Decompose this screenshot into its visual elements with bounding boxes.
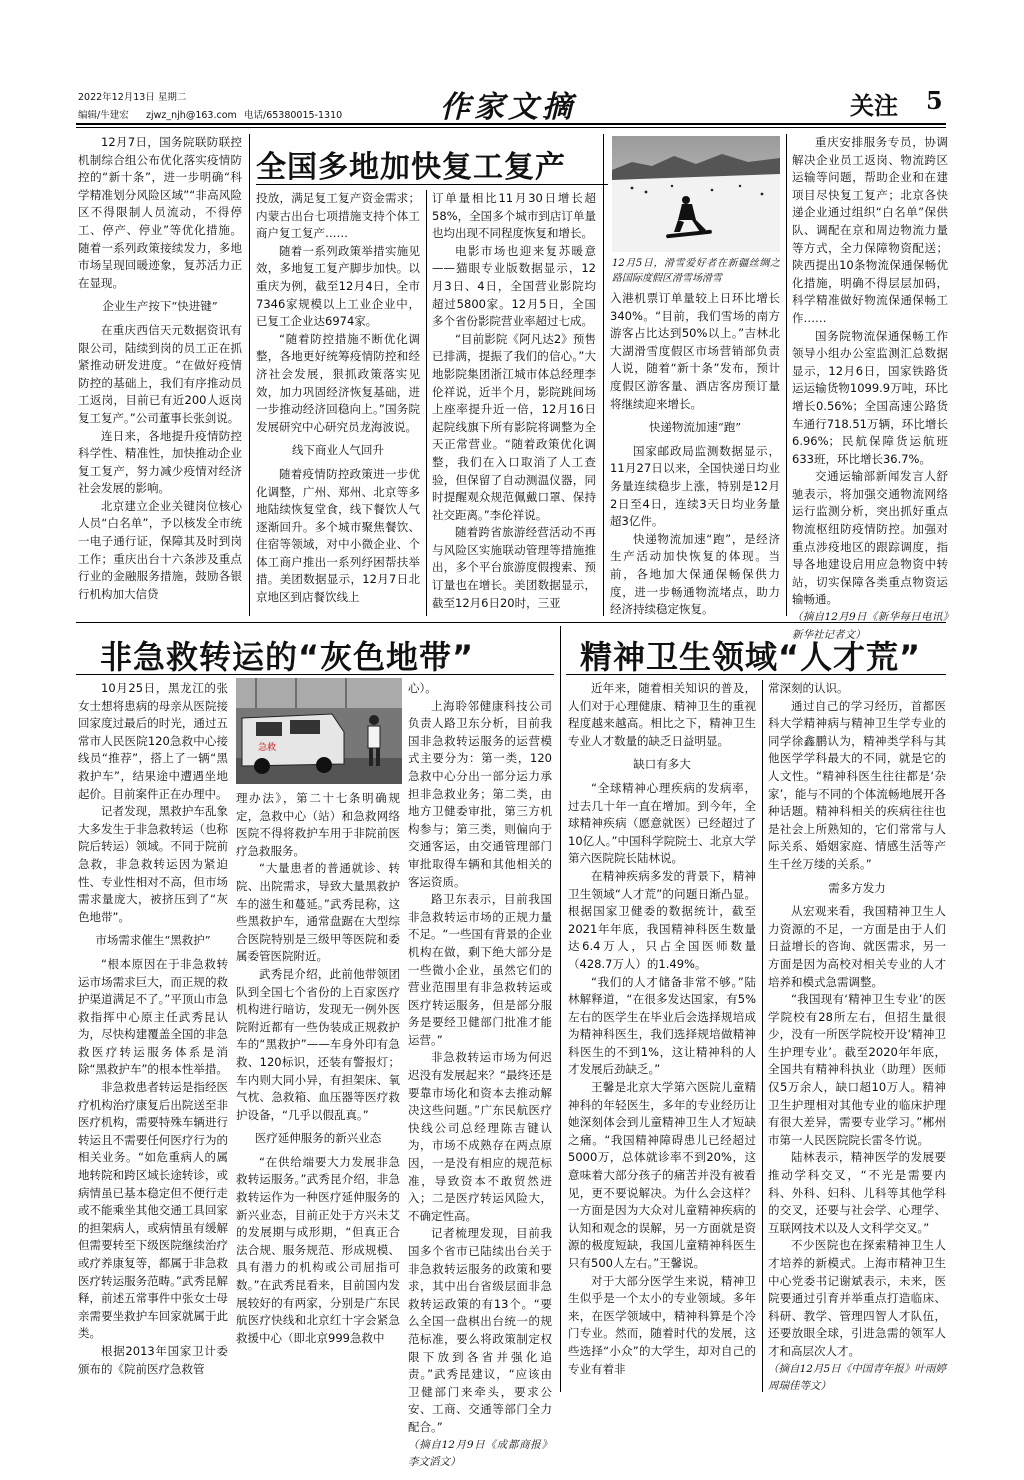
paragraph: 电影市场也迎来复苏暖意——猫眼专业版数据显示，12月3日、4日，全国营业影院均超过5800家。12月5日，全国多个省份影院营业率超过七成。 [432, 243, 596, 329]
article3-col2 [768, 680, 946, 1392]
headline-underline [256, 184, 608, 185]
page-number: 5 [926, 86, 943, 115]
paragraph: 不少医院也在探索精神卫生人才培养的新模式。上海市精神卫生中心党委书记谢斌表示，未来，医院要通过引育并举重点打造临床、科研、教学、管理四智人才队伍，还要放眼全球，引进急需的领军人才和高层次人才。 [768, 1238, 946, 1358]
editor-credit: 编辑/牛建宏 [78, 110, 129, 121]
article1-col5 [792, 134, 948, 641]
article3-headline: 精神卫生领域“人才荒” [580, 638, 922, 676]
subheading: 线下商业人气回升 [292, 443, 384, 458]
subheading: 缺口有多大 [633, 757, 691, 772]
article-divider [560, 626, 561, 1392]
article1-col4 [610, 290, 780, 616]
source-credit: （摘自12月5日《中国青年报》叶雨婷 周瑞佳等文） [768, 1362, 946, 1393]
paragraph: 陆林表示，精神医学的发展要推动学科交叉，“不光是需要内科、外科、妇科、儿科等其他学科的交叉，还要与社会学、心理学、互联网技术以及人文科学交叉。” [768, 1150, 946, 1235]
article1-headline: 全国多地加快复工复产 [256, 150, 566, 185]
masthead-rule-thin [76, 127, 946, 128]
section-name: 关注 [850, 92, 898, 120]
photo-caption: 12月5日，滑雪爱好者在新疆丝绸之路国际度假区滑雪场滑雪 [612, 258, 780, 284]
paragraph: 上海聆邻健康科技公司负责人路卫东分析，目前我国非急救转运服务的运营模式主要分为：第一类，120急救中心分出一部分运力承担非急救业务；第二类，由地方卫健委审批，第三方机构参与；第三类，则偏向于交通客运，由交通管理部门审批取得车辆和其他相关的客运资质。 [408, 698, 552, 889]
paragraph: 心）。 [408, 681, 437, 695]
article2-headline: 非急救转运的“灰色地带” [100, 638, 475, 676]
editor-phone: 电话/65380015-1310 [244, 110, 343, 121]
paragraph: 常深刻的认识。 [768, 681, 849, 695]
paragraph: “在供给端要大力发展非急救转运服务。”武秀昆介绍，非急救转运作为一种医疗延伸服务的新兴业态，目前正处于方兴未艾的发展期与成形期，“但真正合法合规、服务规范、形成规模、具有潜力的机构或公司屈指可数。”在武秀昆看来，目前国内发展较好的有两家，分别是广东民航医疗快线和北京红十字会紧急救援中心（即北京999急救中 [236, 1154, 400, 1345]
paragraph: 国家邮政局监测数据显示，11月27日以来，全国快递日均业务量连续稳步上涨，特别是12月2日至4日，连续3天日均业务量超3亿件。 [610, 443, 780, 529]
article2-col1 [78, 680, 228, 1392]
paragraph: 武秀昆介绍，此前他带领团队到全国七个省份的上百家医疗机构进行暗访，发现无一例外医院附近都有一些伪装成正规救护车的“黑救护”——车身外印有急救、120标识，还装有警报灯；车内则大同小异，有担架床、氧气枕、急救箱、血压器等医疗救护设备，“几乎以假乱真。” [236, 966, 400, 1122]
headline-underline [76, 674, 554, 675]
headline-underline [566, 674, 946, 675]
paragraph: 国务院物流保通保畅工作领导小组办公室监测汇总数据显示，12月6日，国家铁路货运运输货物1099.9万吨，环比增长0.56%；全国高速公路货车通行718.51万辆，环比增长6.96%；民航保障货运航班633班，环比增长36.7%。 [792, 328, 948, 466]
column-divider [603, 134, 604, 616]
paragraph: 12月7日，国务院联防联控机制综合组公布优化落实疫情防控的“新十条”，进一步明确“科学精准划分风险区域”“非高风险区不得限制人员流动，不得停工、停产、停业”等优化措施。随着一系列政策接续发力，多地市场呈现回暖迹象，复苏活力正在显现。 [78, 135, 242, 290]
paragraph: “大量患者的普通就诊、转院、出院需求，导致大量黑救护车的滋生和蔓延。”武秀昆称，这些黑救护车，通常盘踞在大型综合医院特别是三级甲等医院和委属委管医院附近。 [236, 861, 400, 964]
paragraph: “目前影院《阿凡达2》预售已排满，提振了我们的信心。”大地影院集团浙江城市体总经理李伦祥说，近半个月，影院跳间场上座率提升近一倍，12月16日起院线旗下所有影院将调整为全天正常营业。“随着政策优化调整，我们在入口取消了人工查验，但保留了自动测温仪器，同时提醒观众规范佩戴口罩、保持社交距离。”李伦祥说。 [432, 331, 596, 522]
masthead-rule [76, 123, 946, 125]
paragraph: 10月25日，黑龙江的张女士想将患病的母亲从医院接回家度过最后的时光，通过五常市人民医院120急救中心接线员“推荐”，搭上了一辆“黑救护车”，结果途中遭遇坐地起价。目前案件正在办理中。 [78, 681, 228, 801]
ambulance-van [242, 714, 344, 774]
paragraph: 理办法》，第二十七条明确规定，急救中心（站）和急救网络医院不得将救护车用于非院前医疗急救服务。 [236, 791, 400, 858]
paragraph: 重庆安排服务专员，协调解决企业员工返岗、物流跨区运输等问题，帮助企业和在建项目尽快复工复产；北京各快递企业通过组织“白名单”保供队、调配在京和周边物流力量等方式，全力保障物资配送；陕西提出10条物流保通保畅优化措施，明确不得层层加码，科学精准做好物流保通保畅工作…… [792, 135, 948, 325]
ambulance-photo-graphic [236, 678, 402, 784]
paragraph: 记者发现，黑救护车乱象大多发生于非急救转运（也称院后转运）领域。不同于院前急救，非急救转运因为紧迫性、专业性相对不高，但市场需求量庞大，被挤压到了“灰色地带”。 [78, 804, 228, 924]
subheading: 医疗延伸服务的新兴业态 [254, 1131, 382, 1146]
section-rule [76, 622, 946, 623]
subheading: 需多方发力 [828, 880, 886, 895]
paragraph: “我国现有‘精神卫生专业’的医学院校有28所左右，但招生量很少，没有一所医学院校开设‘精神卫生护理专业’。截至2020年年底，全国共有精神科执业（助理）医师仅5万余人，缺口超10万人。精神卫生护理相对其他专业的临床护理有很大差异，需要专业学习。”郴州市第一人民医院院长雷冬竹说。 [768, 992, 946, 1147]
source-credit: （摘自12月9日《成都商报》李文滔文） [408, 1438, 552, 1469]
article2-col2 [236, 790, 400, 1392]
skiing-photo [612, 136, 780, 252]
paper-logo: 作家文摘 [440, 90, 576, 125]
paragraph: 对于大部分医学生来说，精神卫生似乎是一个太小的专业领域。多年来，在医学领域中，精神科算是个冷门专业。然而，随着时代的发展，这些选择“小众”的大学生，却对自己的专业有着非 [568, 1273, 756, 1376]
paragraph: 北京建立企业关键岗位核心人员“白名单”，予以核发全市统一电子通行证，保障其及时到岗工作；重庆出台十六条涉及重点行业的金融服务措施，鼓励各银行机构加大信贷 [78, 498, 242, 601]
paragraph: 订单量相比11月30日增长超58%，全国多个城市到店订单量也均出现不同程度恢复和增长。 [432, 191, 596, 241]
column-divider [762, 680, 763, 1392]
article1-col1 [78, 134, 242, 616]
paragraph: “我们的人才储备非常不够。”陆林解释道，“在很多发达国家，有5%左右的医学生在毕业后会选择规培成为精神科医生，我们选择规培做精神科医生的不到1%，这让精神科的人才发展后劲缺乏。” [568, 974, 756, 1077]
editor-email: zjwz_njh@163.com [146, 110, 237, 121]
paragraph: 连日来，各地提升疫情防控科学性、精准性，加快推动企业复工复产，努力减少疫情对经济社会发展的影响。 [78, 428, 242, 496]
subheading: 市场需求催生“黑救护” [95, 933, 211, 948]
paragraph: 王馨是北京大学第六医院儿童精神科的年轻医生，多年的专业经历让她深刻体会到儿童精神卫生人才短缺之痛。“我国精神障碍患儿已经超过5000万，总体就诊率不到20%，这意味着大部分孩子的痛苦并没有被看见，更不要说解决。为什么会这样？一方面是因为大众对儿童精神疾病的认知和观念的误解，另一方面就是资源的极度短缺，我国儿童精神科医生只有500人左右。”王馨说。 [568, 1080, 756, 1270]
column-divider [249, 134, 250, 616]
paragraph: 交通运输部新闻发言人舒驰表示，将加强交通物流网络运行监测分析，突出抓好重点物流枢纽防疫情防控。加强对重点涉疫地区的跟踪调度，指导各地建设启用应急物资中转站，切实保障各类重点物资运输畅通。 [792, 469, 948, 607]
subheading: 企业生产按下“快进键” [102, 299, 218, 314]
paragraph: 随着一系列政策举措实施见效，多地复工复产脚步加快。以重庆为例，截至12月4日，全市7346家规模以上工业企业中，已复工企业达6974家。 [256, 243, 420, 329]
paragraph: 通过自己的学习经历，首都医科大学精神病与精神卫生学专业的同学徐鑫鹏认为，精神类学科与其他医学学科最大的不同，就是它的人文性。“精神科医生往往都是‘杂家’，能与不同的个体流畅地展开各种话题。精神科相关的疾病往往也是社会上所熟知的，它们常常与人际关系、婚姻家庭、情感生活等产生千丝万缕的关系。” [768, 698, 946, 871]
paragraph: “随着防控措施不断优化调整，各地更好统筹疫情防控和经济社会发展，狠抓政策落实见效，加力巩固经济恢复基础，进一步推动经济回稳向上。”国务院发展研究中心研究员龙海波说。 [256, 331, 420, 434]
paragraph: 非急救转运市场为何迟迟没有发展起来？“最终还是要靠市场化和资本去推动解决这些问题。”广东民航医疗快线公司总经理陈吉键认为，市场不成熟存在两点原因，一是没有相应的规范标准，导致资本不敢贸然进入；二是医疗转运风险大，不确定性高。 [408, 1050, 552, 1223]
paragraph: “全球精神心理疾病的发病率，过去几十年一直在增加。到今年，全球精神疾病（愿意就医）已经超过了10亿人。”中国科学院院士、北京大学第六医院院长陆林说。 [568, 780, 756, 866]
article3-col1 [568, 680, 756, 1392]
paragraph: 近年来，随着相关知识的普及，人们对于心理健康、精神卫生的重视程度越来越高。相比之下，精神卫生专业人才数量的缺乏日益明显。 [568, 681, 756, 748]
paragraph: 从宏观来看，我国精神卫生人力资源的不足，一方面是由于人们日益增长的咨询、就医需求，另一方面是因为高校对相关专业的人才培养和模式急需调整。 [768, 904, 946, 989]
paragraph: 快递物流加速“跑”，是经济生产活动加快恢复的体现。当前，各地加大保通保畅保供力度，进一步畅通物流堵点，助力经济持续稳定恢复。 [610, 531, 780, 617]
paragraph: 非急救患者转运是指经医疗机构治疗康复后出院送至非医疗机构，需要特殊车辆进行转运且不需要任何医疗行为的相关业务。“如危重病人的属地转院和跨区域长途转诊，或病情虽已基本稳定但不便行走或不能乘坐其他交通工具回家的担架病人，或病情虽有缓解但需要转至下级医院继续治疗或疗养康复等，都属于非急救医疗转运服务范畴。”武秀昆解释，前述五常事件中张女士母亲需要坐救护车回家就属于此类。 [78, 1080, 228, 1341]
paragraph: 随着疫情防控政策进一步优化调整，广州、郑州、北京等多地陆续恢复堂食，线下餐饮人气逐渐回升。多个城市聚焦餐饮、住宿等领域，对中小微企业、个体工商户推出一系列纾困帮扶举措。美团数据显示，12月7日北京地区到店餐饮线上 [256, 466, 420, 605]
subheading: 快递物流加速“跑” [648, 420, 742, 435]
paragraph: 随着跨省旅游经营活动不再与风险区实施联动管理等措施推出，多个平台旅游度假搜索、预订量也在增长。美团数据显示，截至12月6日20时，三亚 [432, 525, 596, 610]
issue-date: 2022年12月13日 星期二 [78, 92, 187, 103]
column-divider [426, 190, 427, 616]
svg-text:急救: 急救 [258, 743, 277, 753]
paragraph: 根据2013年国家卫计委颁布的《院前医疗急救管 [78, 1343, 228, 1376]
column-divider [786, 134, 787, 616]
paragraph: 路卫东表示，目前我国非急救转运市场的正规力量不足。“一些国有背景的企业机构在做，剩下绝大部分是一些微小企业，虽然它们的营业范围里有非急救转运或医疗转运服务，但是部分服务是要经卫健部门批准才能运营。” [408, 892, 552, 1047]
article2-col3 [408, 680, 552, 1469]
ambulance-photo [236, 678, 402, 784]
paragraph: 记者梳理发现，目前我国多个省市已陆续出台关于非急救转运服务的政策和要求，其中出台省级层面非急救转运政策的有13个。“要么全国一盘棋出台统一的规范标准，要么将政策制定权限下放到各省并强化追责。”武秀昆建议，“应该由卫健部门来牵头，要求公安、工商、交通等部门全力配合。” [408, 1226, 552, 1434]
article1-col2 [256, 190, 420, 616]
paragraph: 在精神疾病多发的背景下，精神卫生领域“人才荒”的问题日渐凸显。根据国家卫健委的数据统计，截至2021年年底，我国精神科医生数量达6.4万人，只占全国医师数量（428.7万人）的1.49%。 [568, 868, 756, 971]
paragraph: “根本原因在于非急救转运市场需求巨大，而正规的救护渠道满足不了。”平顶山市急救指挥中心原主任武秀昆认为，尽快构建覆盖全国的非急救医疗转运服务体系是消除“黑救护车”的根本性举措。 [78, 956, 228, 1077]
paragraph: 入港机票订单量较上日环比增长340%。“目前，我们雪场的南方游客占比达到50%以上。”吉林北大湖滑雪度假区市场营销部负责人说，随着“新十条”发布，预计度假区游客量、酒店客房预订量将继续迎来增长。 [610, 291, 780, 411]
skiing-photo-graphic [612, 136, 780, 252]
article1-col3 [432, 190, 596, 616]
paragraph: 在重庆西信天元数据资讯有限公司，陆续到岗的员工正在抓紧推动研发进度。“在做好疫情防控的基础上，我们有序推动员工返岗，目前已有近200人返岗复工复产。”公司董事长张剑说。 [78, 322, 242, 425]
source-credit: （摘自12月9日《新华每日电讯》新华社记者文） [792, 611, 948, 641]
paragraph: 投放，满足复工复产资金需求；内蒙古出台七项措施支持个体工商户复工复产…… [256, 191, 420, 241]
